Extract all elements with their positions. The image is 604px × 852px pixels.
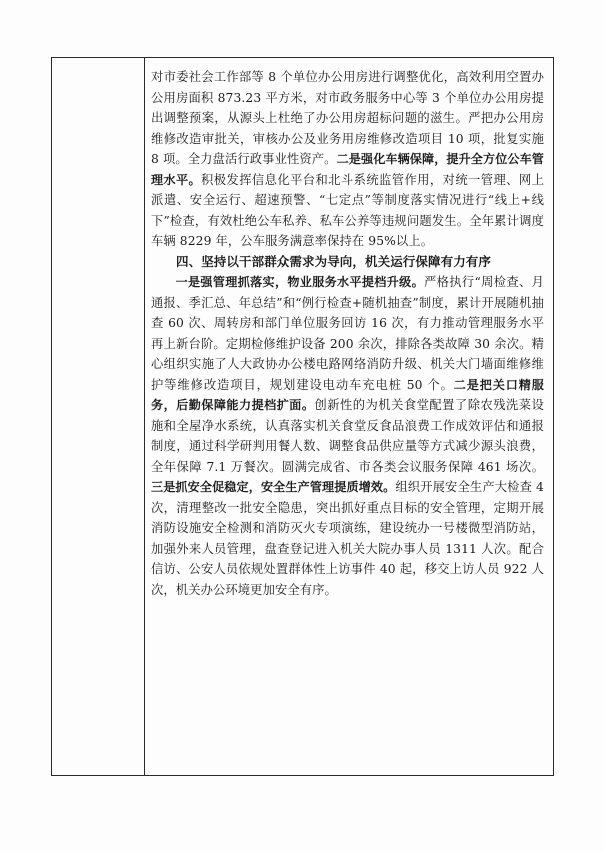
logistics-text: 创新性的为机关食堂配置了除农残洗菜设施和全屋净水系统，认真落实机关食堂反食品浪费工作成效评估和通报制度，通过科学研判用餐人数、调整食品供应量等方式减少源头浪费，全年保障 7.1 万餐次。圆满完成省、市各类会议服务保障 461 场次。	[151, 398, 544, 474]
paragraph-office-and-vehicles	[151, 67, 544, 252]
table-column-divider	[144, 58, 145, 775]
office-space-text: 对市委社会工作部等 8 个单位办公用房进行调整优化，高效利用空置办公用房面积 873.23 平方米，对市政务服务中心等 3 个单位办公用房提出调整预案，从源头上杜绝了办公用房超标问题的滋生。严把办公用房维修改造审批关，审核办公及业务用房维修改造项目 10 项，批复实施 8 项。全力盘活行政事业性资产。	[151, 70, 544, 166]
paragraph-operations-guarantee	[151, 272, 544, 600]
safety-lead: 三是抓安全促稳定，安全生产管理提质增效。	[151, 480, 396, 494]
vehicle-guarantee-text: 积极发挥信息化平台和北斗系统监管作用，对统一管理、网上派遣、安全运行、超速预警、“七定点”等制度落实情况进行“线上+线下”检查，有效杜绝公车私养、私车公养等违规问题发生。全年累计调度车辆 8229 年，公车服务满意率保持在 95%以上。	[151, 172, 544, 248]
content-cell	[151, 67, 544, 600]
section-heading: 四、坚持以干部群众需求为导向，机关运行保障有力有序	[176, 253, 492, 269]
property-service-text: 严格执行“周检查、月通报、季汇总、年总结”和“例行检查+随机抽查”制度，累计开展随机抽查 60 次、周转房和部门单位服务回访 16 次，有力推动管理服务水平再上新台阶。定期检修维护设备 200 余次，排除各类故障 30 余次。精心组织实施了人大政协办公楼电路网络消防升级、机关大门墙面维修维护等维修改造项目，规划建设电动车充电桩 50 个。	[151, 275, 544, 392]
property-service-lead: 一是强管理抓落实，物业服务水平提档升级。	[175, 275, 424, 289]
form-table	[51, 57, 554, 776]
safety-text: 组织开展安全生产大检查 4 次，清理整改一批安全隐患，突出抓好重点目标的安全管理，定期开展消防设施安全检测和消防灭火专项演练，建设统办一号楼微型消防站，加强外来人员管理，盘查登记进入机关大院办事人员 1311 人次。配合信访、公安人员依规处置群体性上访事件 40 起，移交上访人员 922 人次，机关办公环境更加安全有序。	[151, 480, 544, 597]
vehicle-guarantee-lead: 二是强化车辆保障，提升全方位公车管理水平。	[151, 152, 544, 187]
logistics-lead: 二是把关口精服务，后勤保障能力提档扩面。	[151, 377, 545, 412]
